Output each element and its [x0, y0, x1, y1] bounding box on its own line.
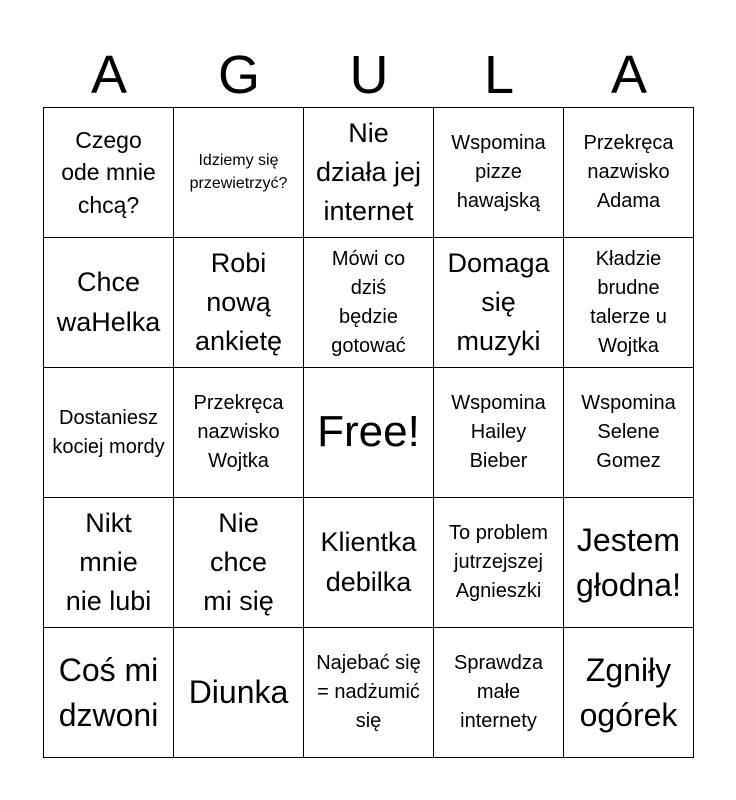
bingo-header — [44, 44, 694, 106]
free-space[interactable] — [304, 368, 434, 498]
cell-text: Przekręca nazwisko Wojtka — [193, 392, 284, 472]
cell-text: Idziemy się przewietrzyć? — [189, 152, 288, 192]
bingo-cell[interactable] — [564, 108, 694, 238]
bingo-cell[interactable] — [174, 368, 304, 498]
cell-text: Wspomina pizze hawajską — [451, 132, 546, 212]
bingo-cell[interactable] — [174, 498, 304, 628]
bingo-cell[interactable] — [564, 368, 694, 498]
bingo-cell[interactable] — [434, 238, 564, 368]
cell-text: To problem jutrzejszej Agnieszki — [449, 522, 548, 602]
bingo-cell[interactable] — [44, 628, 174, 758]
header-letter: U — [349, 45, 389, 105]
cell-text: Robi nową ankietę — [194, 247, 283, 357]
bingo-cell[interactable] — [434, 108, 564, 238]
cell-text: Wspomina Selene Gomez — [581, 392, 676, 472]
cell-text: Chce waHelka — [56, 267, 161, 337]
header-letter: L — [483, 45, 515, 105]
cell-text: Przekręca nazwisko Adama — [583, 132, 674, 212]
cell-text: Dostaniesz kociej mordy — [52, 406, 165, 458]
cell-text: Czego ode mnie chcą? — [61, 127, 156, 218]
bingo-cell[interactable] — [434, 498, 564, 628]
bingo-cell[interactable] — [434, 368, 564, 498]
bingo-cell[interactable] — [174, 108, 304, 238]
free-space-label: Free! — [317, 407, 420, 457]
cell-text: Mówi co dziś będzie gotować — [331, 247, 406, 357]
bingo-cell[interactable] — [174, 238, 304, 368]
bingo-cell[interactable] — [564, 628, 694, 758]
bingo-cell[interactable] — [44, 238, 174, 368]
cell-text: Sprawdza małe internety — [454, 652, 543, 732]
bingo-cell[interactable] — [44, 108, 174, 238]
bingo-cell[interactable] — [304, 238, 434, 368]
bingo-cell[interactable] — [304, 108, 434, 238]
cell-text: Klientka debilka — [320, 527, 417, 597]
bingo-board — [43, 107, 694, 758]
bingo-cell[interactable] — [44, 368, 174, 498]
bingo-cell[interactable] — [304, 628, 434, 758]
cell-text: Kładzie brudne talerze u Wojtka — [590, 247, 667, 357]
cell-text: Nie działa jej internet — [315, 117, 422, 227]
cell-text: Nikt mnie nie lubi — [65, 507, 152, 617]
bingo-cell[interactable] — [564, 238, 694, 368]
cell-text: Jestem głodna! — [576, 521, 681, 603]
cell-text: Domaga się muzyki — [447, 247, 550, 357]
header-letter: A — [90, 45, 128, 105]
bingo-cell[interactable] — [564, 498, 694, 628]
cell-text: Coś mi dzwoni — [58, 651, 159, 733]
cell-text: Zgniły ogórek — [579, 651, 678, 733]
bingo-cell[interactable] — [174, 628, 304, 758]
cell-text: Diunka — [188, 674, 289, 711]
header-letter: A — [610, 45, 648, 105]
cell-text: Nie chce mi się — [203, 507, 274, 617]
header-letter: G — [217, 45, 260, 105]
cell-text: Wspomina Hailey Bieber — [451, 392, 546, 472]
bingo-cell[interactable] — [434, 628, 564, 758]
bingo-cell[interactable] — [44, 498, 174, 628]
bingo-cell[interactable] — [304, 498, 434, 628]
cell-text: Najebać się = nadżumić się — [316, 652, 421, 732]
